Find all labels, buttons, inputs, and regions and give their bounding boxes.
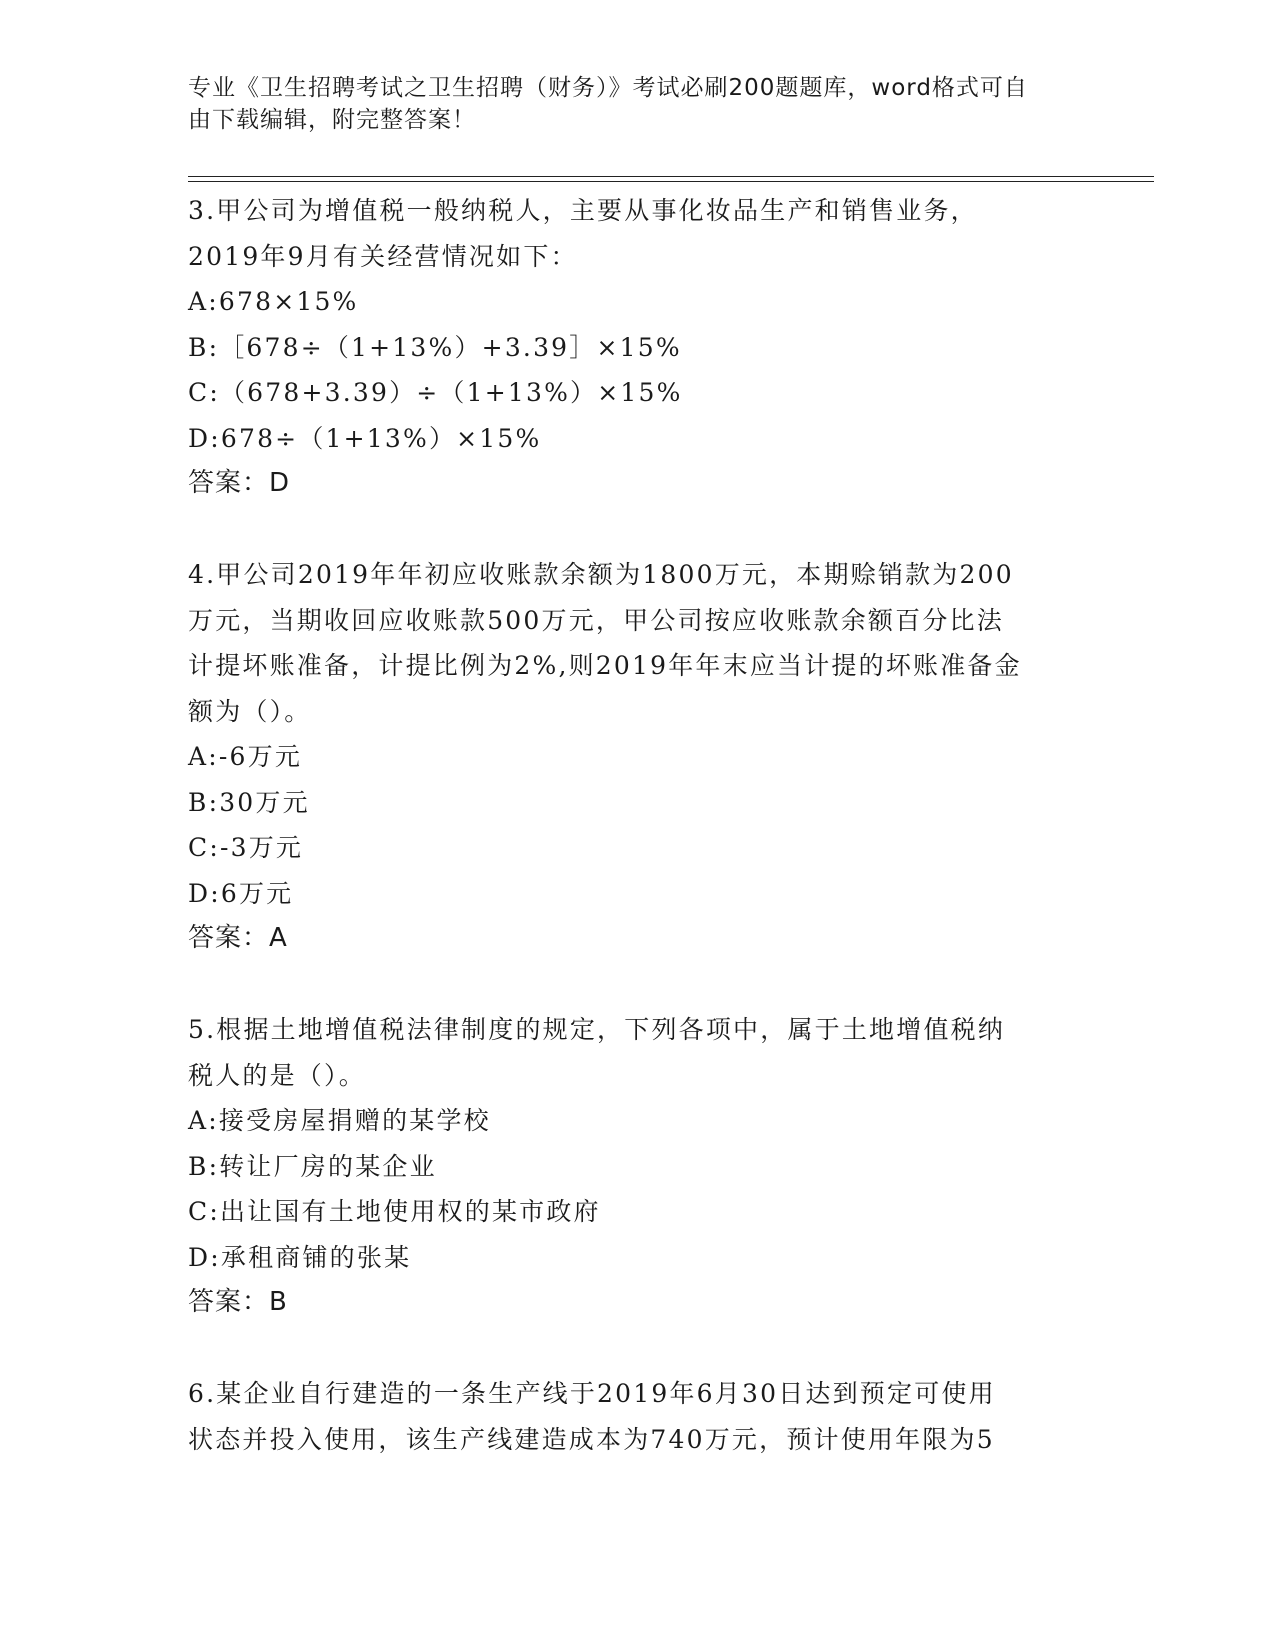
option-c: C:出让国有土地使用权的某市政府	[188, 1197, 601, 1226]
header-divider-top	[188, 176, 1154, 177]
question-4	[188, 552, 1068, 962]
header-line-2: 由下载编辑，附完整答案！	[188, 107, 476, 133]
question-text-line: 5.根据土地增值税法律制度的规定，下列各项中，属于土地增值税纳	[188, 1015, 1006, 1044]
question-5	[188, 1007, 1068, 1326]
header-line-1: 专业《卫生招聘考试之卫生招聘（财务）》考试必刷200题题库，word格式可自	[188, 75, 1028, 101]
answer-label: 答案：B	[188, 1287, 288, 1317]
question-text-line: 状态并投入使用，该生产线建造成本为740万元，预计使用年限为5	[188, 1424, 995, 1454]
answer-label: 答案：D	[188, 468, 291, 498]
question-spacer	[188, 507, 1068, 553]
question-6	[188, 1371, 1068, 1462]
option-b: B:30万元	[188, 787, 310, 817]
header-divider-bottom	[188, 181, 1154, 182]
option-b: B:［678÷（1+13%）+3.39］×15%	[188, 332, 682, 362]
option-d: D:承租商铺的张某	[188, 1242, 412, 1272]
question-text-line: 计提坏账准备，计提比例为2%,则2019年年末应当计提的坏账准备金	[188, 651, 1022, 680]
option-a: A:678×15%	[188, 287, 359, 316]
question-text-line: 额为（）。	[188, 696, 312, 726]
question-spacer	[188, 1326, 1068, 1372]
question-list	[188, 188, 1068, 1462]
question-3	[188, 188, 1068, 507]
question-text-line: 4.甲公司2019年年初应收账款余额为1800万元，本期赊销款为200	[188, 560, 1014, 589]
question-text-line: 税人的是（）。	[188, 1060, 366, 1090]
question-text-line: 万元，当期收回应收账款500万元，甲公司按应收账款余额百分比法	[188, 605, 1004, 635]
document-header	[188, 72, 1068, 136]
option-a: A:接受房屋捐赠的某学校	[188, 1106, 491, 1135]
question-spacer	[188, 962, 1068, 1008]
question-text-line: 6.某企业自行建造的一条生产线于2019年6月30日达到预定可使用	[188, 1379, 996, 1408]
option-b: B:转让厂房的某企业	[188, 1151, 437, 1181]
option-c: C:（678+3.39）÷（1+13%）×15%	[188, 378, 683, 407]
option-a: A:-6万元	[188, 742, 303, 771]
answer-label: 答案：A	[188, 923, 288, 953]
question-text-line: 2019年9月有关经营情况如下：	[188, 241, 578, 271]
option-c: C:-3万元	[188, 833, 304, 862]
option-d: D:6万元	[188, 878, 294, 908]
question-text-line: 3.甲公司为增值税一般纳税人，主要从事化妆品生产和销售业务，	[188, 196, 978, 225]
option-d: D:678÷（1+13%）×15%	[188, 423, 542, 453]
